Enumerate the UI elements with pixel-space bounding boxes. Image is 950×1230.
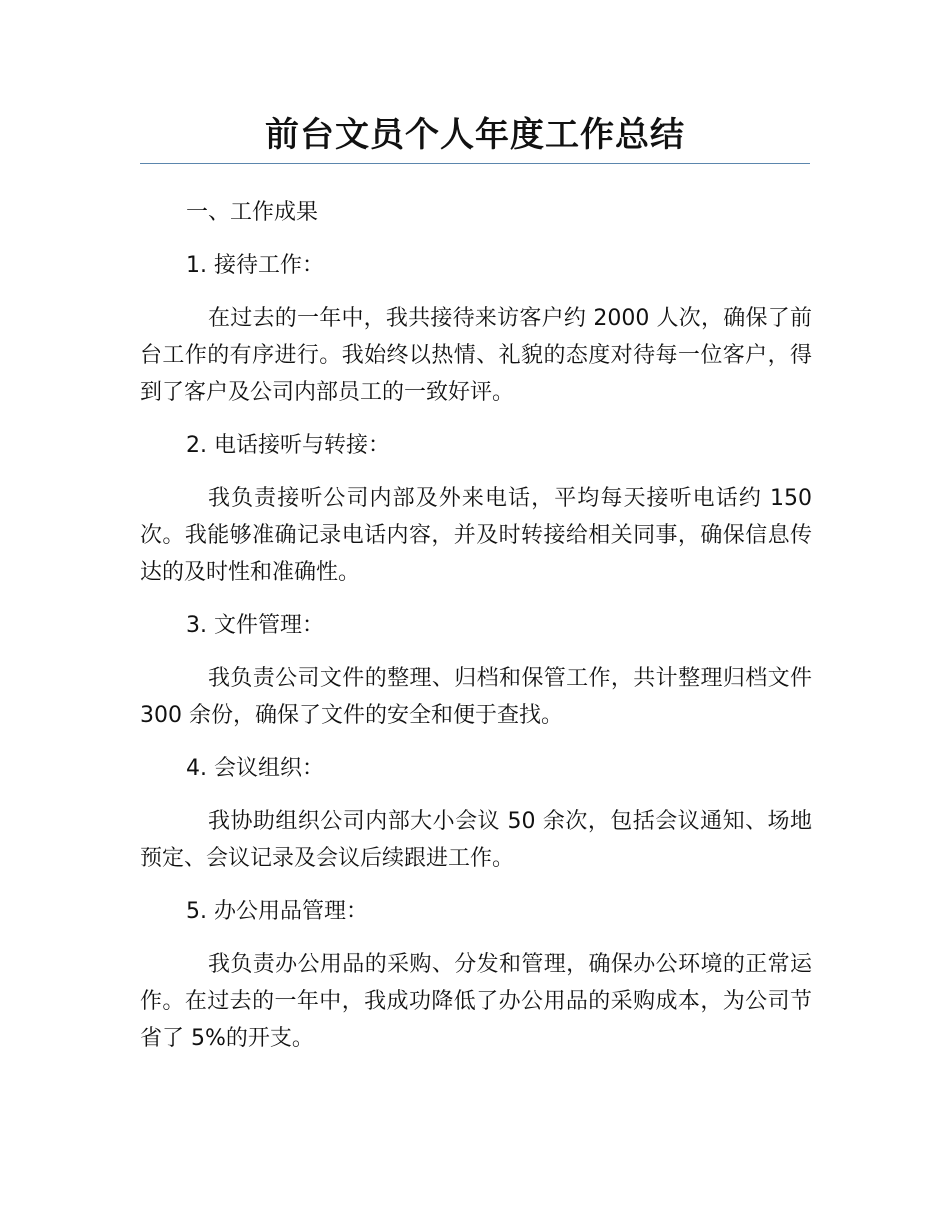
title-underline [140, 163, 810, 164]
item-body-supplies: 我负责办公用品的采购、分发和管理，确保办公环境的正常运作。在过去的一年中，我成功降低了办公用品的采购成本，为公司节省了 5%的开支。 [140, 952, 812, 1051]
item-body-meetings: 我协助组织公司内部大小会议 50 余次，包括会议通知、场地预定、会议记录及会议后续跟进工作。 [140, 809, 812, 871]
item-heading-files: 3. 文件管理： [186, 613, 324, 638]
item-heading-meetings: 4. 会议组织： [186, 756, 324, 781]
item-heading-reception: 1. 接待工作： [186, 253, 324, 278]
document-title: 前台文员个人年度工作总结 [265, 115, 685, 155]
item-heading-supplies: 5. 办公用品管理： [186, 899, 368, 924]
item-body-reception: 在过去的一年中，我共接待来访客户约 2000 人次，确保了前台工作的有序进行。我始终以热情、礼貌的态度对待每一位客户，得到了客户及公司内部员工的一致好评。 [140, 306, 812, 405]
section-heading: 一、工作成果 [186, 200, 319, 225]
item-body-phone: 我负责接听公司内部及外来电话，平均每天接听电话约 150 次。我能够准确记录电话内容，并及时转接给相关同事，确保信息传达的及时性和准确性。 [140, 486, 812, 585]
item-body-files: 我负责公司文件的整理、归档和保管工作，共计整理归档文件 300 余份，确保了文件的安全和便于查找。 [140, 666, 812, 728]
document-body [140, 194, 812, 1073]
item-heading-phone: 2. 电话接听与转接： [186, 433, 390, 458]
